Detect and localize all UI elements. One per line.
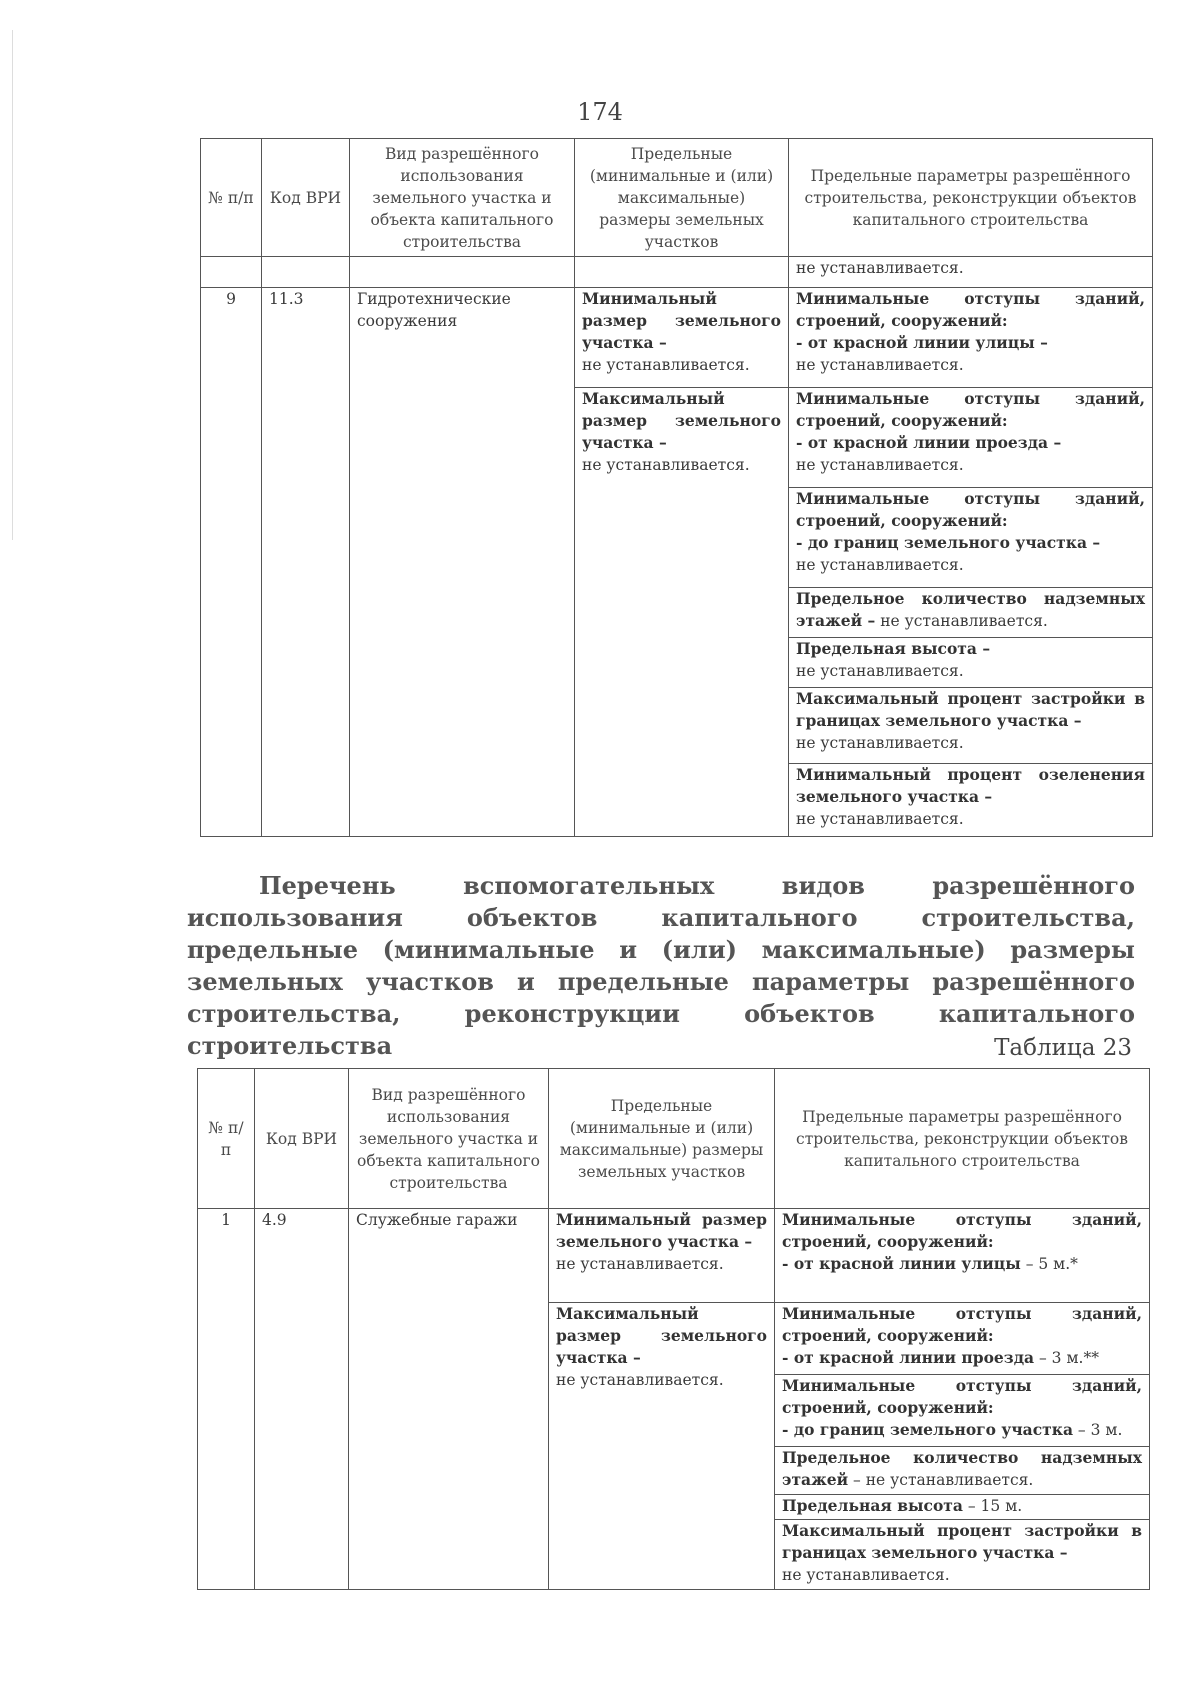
param-passage-label: Минимальные отступы зданий, строений, сооружений: — [796, 389, 1145, 430]
param2-passage-label: Минимальные отступы зданий, строений, сооружений: — [782, 1304, 1142, 1345]
header2-kind: Вид разрешённого использования земельного участка и объекта капитального строительства — [349, 1069, 549, 1209]
min-size2-label: Минимальный размер земельного участка – — [556, 1210, 767, 1251]
param-floors-value: не устанавливается. — [880, 612, 1048, 630]
row2-num: 1 — [198, 1209, 255, 1590]
param-boundary-cell — [789, 488, 1153, 588]
param2-boundary-label: Минимальные отступы зданий, строений, сооружений: — [782, 1376, 1142, 1417]
param-passage-line: - от красной линии проезда – — [796, 433, 1062, 452]
param-street-label: Минимальные отступы зданий, строений, сооружений: — [796, 289, 1145, 330]
param-greenery-value: не устанавливается. — [796, 810, 964, 828]
param-street-value: не устанавливается. — [796, 356, 964, 374]
header2-num: № п/п — [198, 1069, 255, 1209]
table-label: Таблица 23 — [994, 1035, 1132, 1061]
table-23 — [197, 1068, 1150, 1590]
min-size-cell — [575, 288, 789, 388]
row-code: 11.3 — [262, 288, 350, 837]
param2-street-cell — [775, 1209, 1150, 1303]
param-street-line: - от красной линии улицы – — [796, 333, 1048, 352]
param-height-cell — [789, 638, 1153, 688]
param-boundary-label: Минимальные отступы зданий, строений, сооружений: — [796, 489, 1145, 530]
page-number: 174 — [577, 98, 623, 126]
param2-boundary-value: – 3 м. — [1073, 1421, 1123, 1439]
param2-height-value: – 15 м. — [962, 1497, 1023, 1515]
param2-floors-label: Предельное количество надземных этажей — [782, 1448, 1142, 1489]
param-boundary-line: - до границ земельного участка – — [796, 533, 1101, 552]
max-size2-label: Максимальный размер земельного участка – — [556, 1304, 767, 1367]
param2-passage-line: - от красной линии проезда — [782, 1348, 1035, 1367]
max-size-label: Максимальный размер земельного участка – — [582, 389, 781, 452]
carry-cell-kind — [350, 257, 575, 288]
param-greenery-cell — [789, 764, 1153, 837]
header2-params: Предельные параметры разрешённого строительства, реконструкции объектов капитального строительства — [775, 1069, 1150, 1209]
param2-street-line: - от красной линии улицы — [782, 1254, 1021, 1273]
min-size-label: Минимальный размер земельного участка – — [582, 289, 781, 352]
param2-floors-cell — [775, 1447, 1150, 1495]
carry-over-text: не устанавливается. — [789, 257, 1153, 288]
section-heading: Перечень вспомогательных видов разрешённого использования объектов капитального строительства, предельные (минимальные и (или) максимальные) размеры земельных участков и предельные параметры разрешённого строительства, реконструкции объектов капитального строительства — [187, 871, 1135, 1060]
header2-size: Предельные (минимальные и (или) максимальные) размеры земельных участков — [549, 1069, 775, 1209]
max-size-value: не устанавливается. — [582, 456, 750, 474]
param-floors-cell — [789, 588, 1153, 638]
param2-floors-value: – не устанавливается. — [848, 1471, 1034, 1489]
carry-cell-code — [262, 257, 350, 288]
min-size-value: не устанавливается. — [582, 356, 750, 374]
param2-boundary-line: - до границ земельного участка — [782, 1420, 1073, 1439]
carry-cell-size — [575, 257, 789, 288]
row2-kind: Служебные гаражи — [349, 1209, 549, 1590]
param2-passage-cell — [775, 1303, 1150, 1375]
param-coverage-value: не устанавливается. — [796, 734, 964, 752]
param2-coverage-cell — [775, 1520, 1150, 1590]
header-kind: Вид разрешённого использования земельного участка и объекта капитального строительства — [350, 139, 575, 257]
table-continuation — [200, 138, 1153, 837]
param-coverage-cell — [789, 688, 1153, 764]
row2-code: 4.9 — [255, 1209, 349, 1590]
param-boundary-value: не устанавливается. — [796, 556, 964, 574]
row-kind: Гидротехнические сооружения — [350, 288, 575, 837]
param2-coverage-value: не устанавливается. — [782, 1566, 950, 1584]
max-size-cell — [575, 388, 789, 837]
param-height-label: Предельная высота – — [796, 639, 991, 658]
carry-cell-num — [201, 257, 262, 288]
param-greenery-label: Минимальный процент озеленения земельного участка – — [796, 765, 1145, 806]
param-height-value: не устанавливается. — [796, 662, 964, 680]
param2-passage-value: – 3 м.** — [1034, 1349, 1099, 1367]
max-size2-cell — [549, 1303, 775, 1590]
param2-coverage-label: Максимальный процент застройки в границах земельного участка – — [782, 1521, 1142, 1562]
param-floors-label: Предельное количество надземных этажей – — [796, 589, 1145, 630]
header-code: Код ВРИ — [262, 139, 350, 257]
param-coverage-label: Максимальный процент застройки в границах земельного участка – — [796, 689, 1145, 730]
param2-height-cell — [775, 1495, 1150, 1520]
header-params: Предельные параметры разрешённого строительства, реконструкции объектов капитального строительства — [789, 139, 1153, 257]
header2-code: Код ВРИ — [255, 1069, 349, 1209]
min-size2-value: не устанавливается. — [556, 1255, 724, 1273]
param-passage-cell — [789, 388, 1153, 488]
param2-height-label: Предельная высота — [782, 1496, 963, 1515]
param2-boundary-cell — [775, 1375, 1150, 1447]
header-size: Предельные (минимальные и (или) максимальные) размеры земельных участков — [575, 139, 789, 257]
max-size2-value: не устанавливается. — [556, 1371, 724, 1389]
min-size2-cell — [549, 1209, 775, 1303]
param2-street-label: Минимальные отступы зданий, строений, сооружений: — [782, 1210, 1142, 1251]
header-num: № п/п — [201, 139, 262, 257]
row-num: 9 — [201, 288, 262, 837]
param-passage-value: не устанавливается. — [796, 456, 964, 474]
param-street-cell — [789, 288, 1153, 388]
param2-street-value: – 5 м.* — [1020, 1255, 1078, 1273]
